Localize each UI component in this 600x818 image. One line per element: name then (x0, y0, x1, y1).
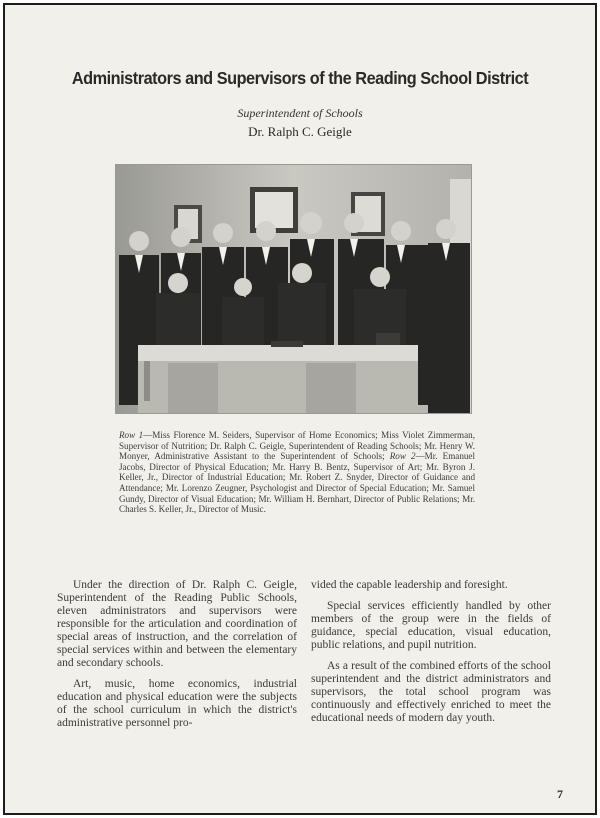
photo-caption (119, 430, 475, 515)
yearbook-page (3, 3, 597, 815)
superintendent-role: Superintendent of Schools (237, 106, 363, 120)
caption-row2-text: —Mr. Emanuel Jacobs, Director of Physical Education; Mr. Harry B. Bentz, Supervisor of Art; Mr. Byron J. Keller, Jr., Director of Industrial Education; Mr. Robert Z. Snyder, Director of Guidance and Attendance; Mr. Lorenzo Zeugner, Psychologist and Director of Special Education; Mr. Samuel Gundy, Director of Visual Education; Mr. William H. Bernhart, Director of Public Relations; Mr. Charles S. Keller, Jr., Director of Music. (119, 451, 475, 515)
body-paragraph: Under the direction of Dr. Ralph C. Geigle, Superintendent of the Reading Public Schools, eleven administrators and supervisors were responsible for the articulation and coordination of special areas of instruction, and the correlation of special services within and between the elementary and secondary schools. (57, 579, 297, 669)
superintendent-name: Dr. Ralph C. Geigle (248, 124, 352, 139)
caption-row1-label: Row 1 (119, 430, 144, 440)
page-number: 7 (557, 787, 563, 801)
body-paragraph: Art, music, home economics, industrial education and physical education were the subjects of the school curriculum in which the district's administrative personnel pro- (57, 678, 297, 729)
body-paragraph: Special services efficiently handled by other members of the group were in the fields of guidance, special education, visual education, public relations, and pupil nutrition. (311, 600, 551, 651)
body-column-right (311, 579, 551, 733)
body-paragraph: As a result of the combined efforts of the school superintendent and the district administrators and supervisors, the total school program was continuously and effectively enriched to meet the educational needs of modern day youth. (311, 660, 551, 724)
caption-row1-text: —Miss Florence M. Seiders, Supervisor of Home Economics; Miss Violet Zimmerman, Supervisor of Nutrition; Dr. Ralph C. Geigle, Superintendent of Reading Schools; Mr. Henry W. Monyer, Administrative Assistant to the Superintendent of Schools; (119, 430, 475, 462)
caption-row2-label: Row 2 (389, 451, 416, 462)
group-photo (115, 164, 472, 414)
body-column-left (57, 579, 297, 738)
page-title: Administrators and Supervisors of the Reading School District (71, 68, 529, 88)
body-paragraph: vided the capable leadership and foresight. (311, 579, 508, 591)
